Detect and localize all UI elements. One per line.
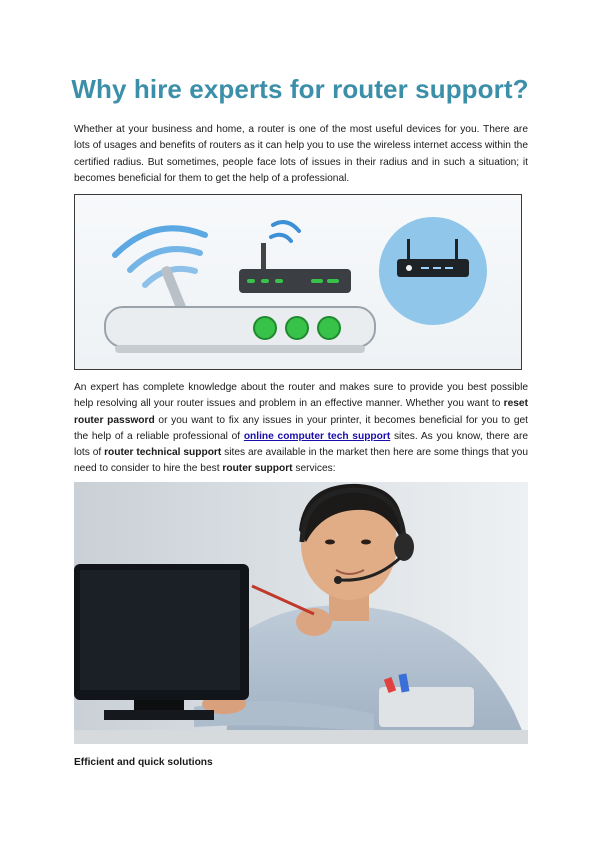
bold-reset-router-password: reset router password <box>74 398 528 426</box>
router-illustration-svg <box>75 195 522 370</box>
text-span: or you want to fix any issues in your printer, it becomes beneficial for you to get the help of a reliable professional of <box>74 414 528 442</box>
text-span: services: <box>292 463 336 475</box>
text-span: An expert has complete knowledge about the router and makes sure to provide you best possible help resolving all your router issues and problem in an effective manner. Whether you want to <box>74 382 528 410</box>
router-illustration <box>74 194 522 370</box>
router-badge-icon <box>379 217 487 325</box>
online-tech-support-link[interactable]: online computer tech support <box>243 430 391 442</box>
router-icon <box>239 243 351 293</box>
wifi-signal-icon <box>115 228 205 285</box>
bold-router-technical-support: router technical support <box>104 447 222 459</box>
wifi-signal-icon <box>271 222 299 241</box>
intro-paragraph: Whether at your business and home, a router is one of the most useful devices for you. There are lots of usages and benefits of routers as it can help you to use the wireless internet access within the certified radius. But sometimes, people face lots of issues in their radius and in such a situation; it becomes beneficial for them to get the help of a professional. <box>74 124 528 184</box>
section-heading: Efficient and quick solutions <box>74 757 213 768</box>
text-span: sites. As you know, there are lots of <box>74 430 529 459</box>
text-span: sites are available in the market then here are some things that you need to consider to hire the best <box>74 447 528 475</box>
expert-paragraph <box>74 380 528 478</box>
page-title: Why hire experts for router support? <box>71 74 529 104</box>
router-icon <box>105 307 375 353</box>
support-agent-photo <box>74 482 528 744</box>
bold-router-support: router support <box>222 463 293 475</box>
support-agent-photo-svg <box>74 482 528 744</box>
